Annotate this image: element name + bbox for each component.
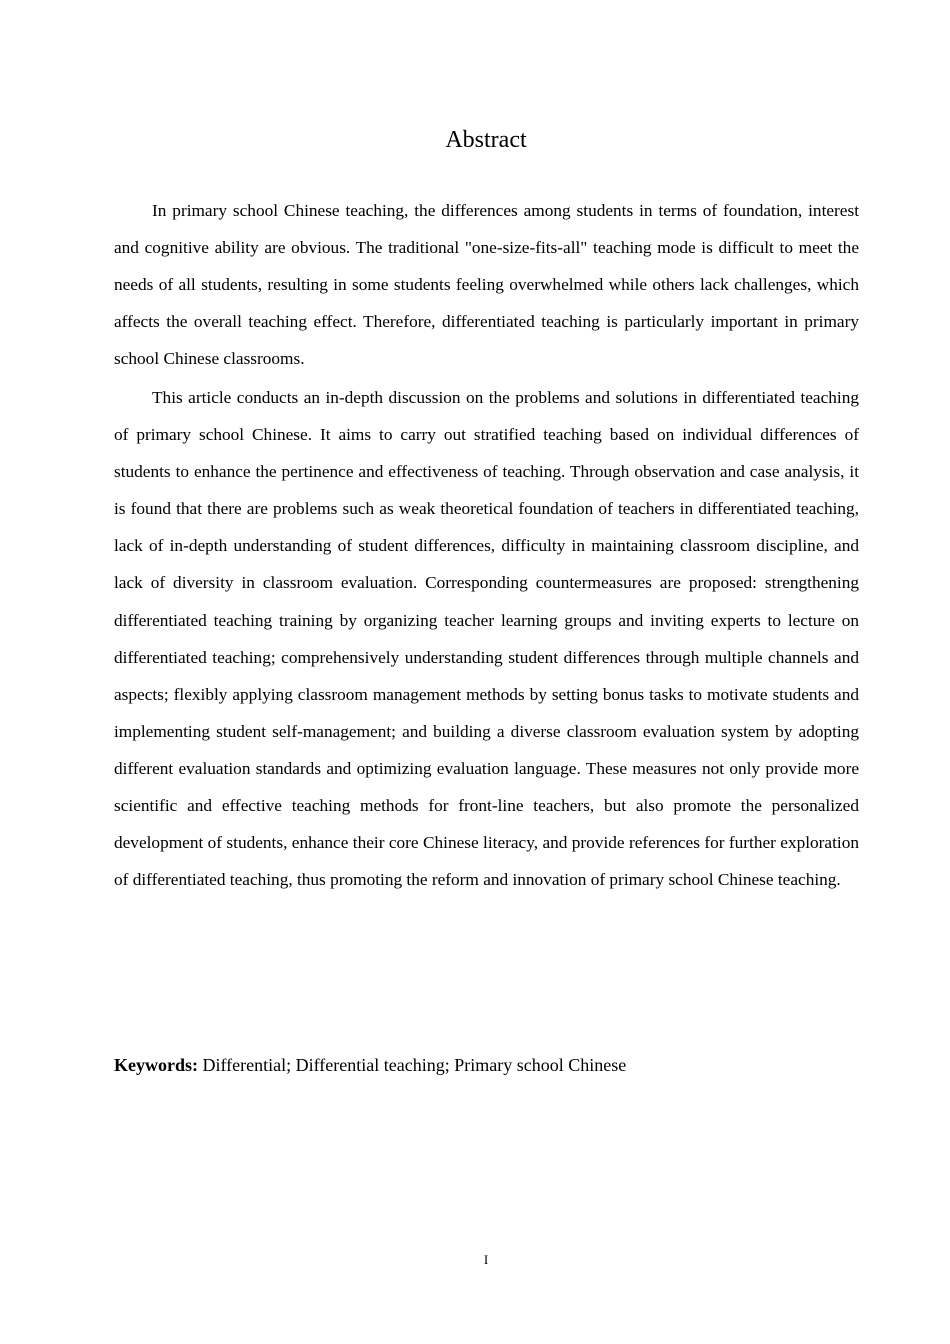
page-number: I [483,1252,489,1267]
keywords-line [114,1050,859,1080]
abstract-paragraph-1: In primary school Chinese teaching, the differences among students in terms of foundation, interest and cognitive ability are obvious. The traditional "one-size-fits-all" teaching mode is difficult to meet the needs of all students, resulting in some students feeling overwhelmed while others lack challenges, which affects the overall teaching effect. Therefore, differentiated teaching is particularly important in primary school Chinese classrooms. [114,201,859,369]
keywords-label: Keywords: [114,1055,198,1075]
abstract-title: Abstract [445,127,527,153]
keywords-value: Differential; Differential teaching; Primary school Chinese [202,1055,627,1075]
abstract-paragraph-2: This article conducts an in-depth discussion on the problems and solutions in differentiated teaching of primary school Chinese. It aims to carry out stratified teaching based on individual differences of students to enhance the pertinence and effectiveness of teaching. Through observation and case analysis, it is found that there are problems such as weak theoretical foundation of teachers in differentiated teaching, lack of in-depth understanding of student differences, difficulty in maintaining classroom discipline, and lack of diversity in classroom evaluation. Corresponding countermeasures are proposed: strengthening differentiated teaching training by organizing teacher learning groups and inviting experts to lecture on differentiated teaching; comprehensively understanding student differences through multiple channels and aspects; flexibly applying classroom management methods by setting bonus tasks to motivate students and implementing student self-management; and building a diverse classroom evaluation system by adopting different evaluation standards and optimizing evaluation language. These measures not only provide more scientific and effective teaching methods for front-line teachers, but also promote the personalized development of students, enhance their core Chinese literacy, and provide references for further exploration of differentiated teaching, thus promoting the reform and innovation of primary school Chinese teaching. [114,388,859,890]
